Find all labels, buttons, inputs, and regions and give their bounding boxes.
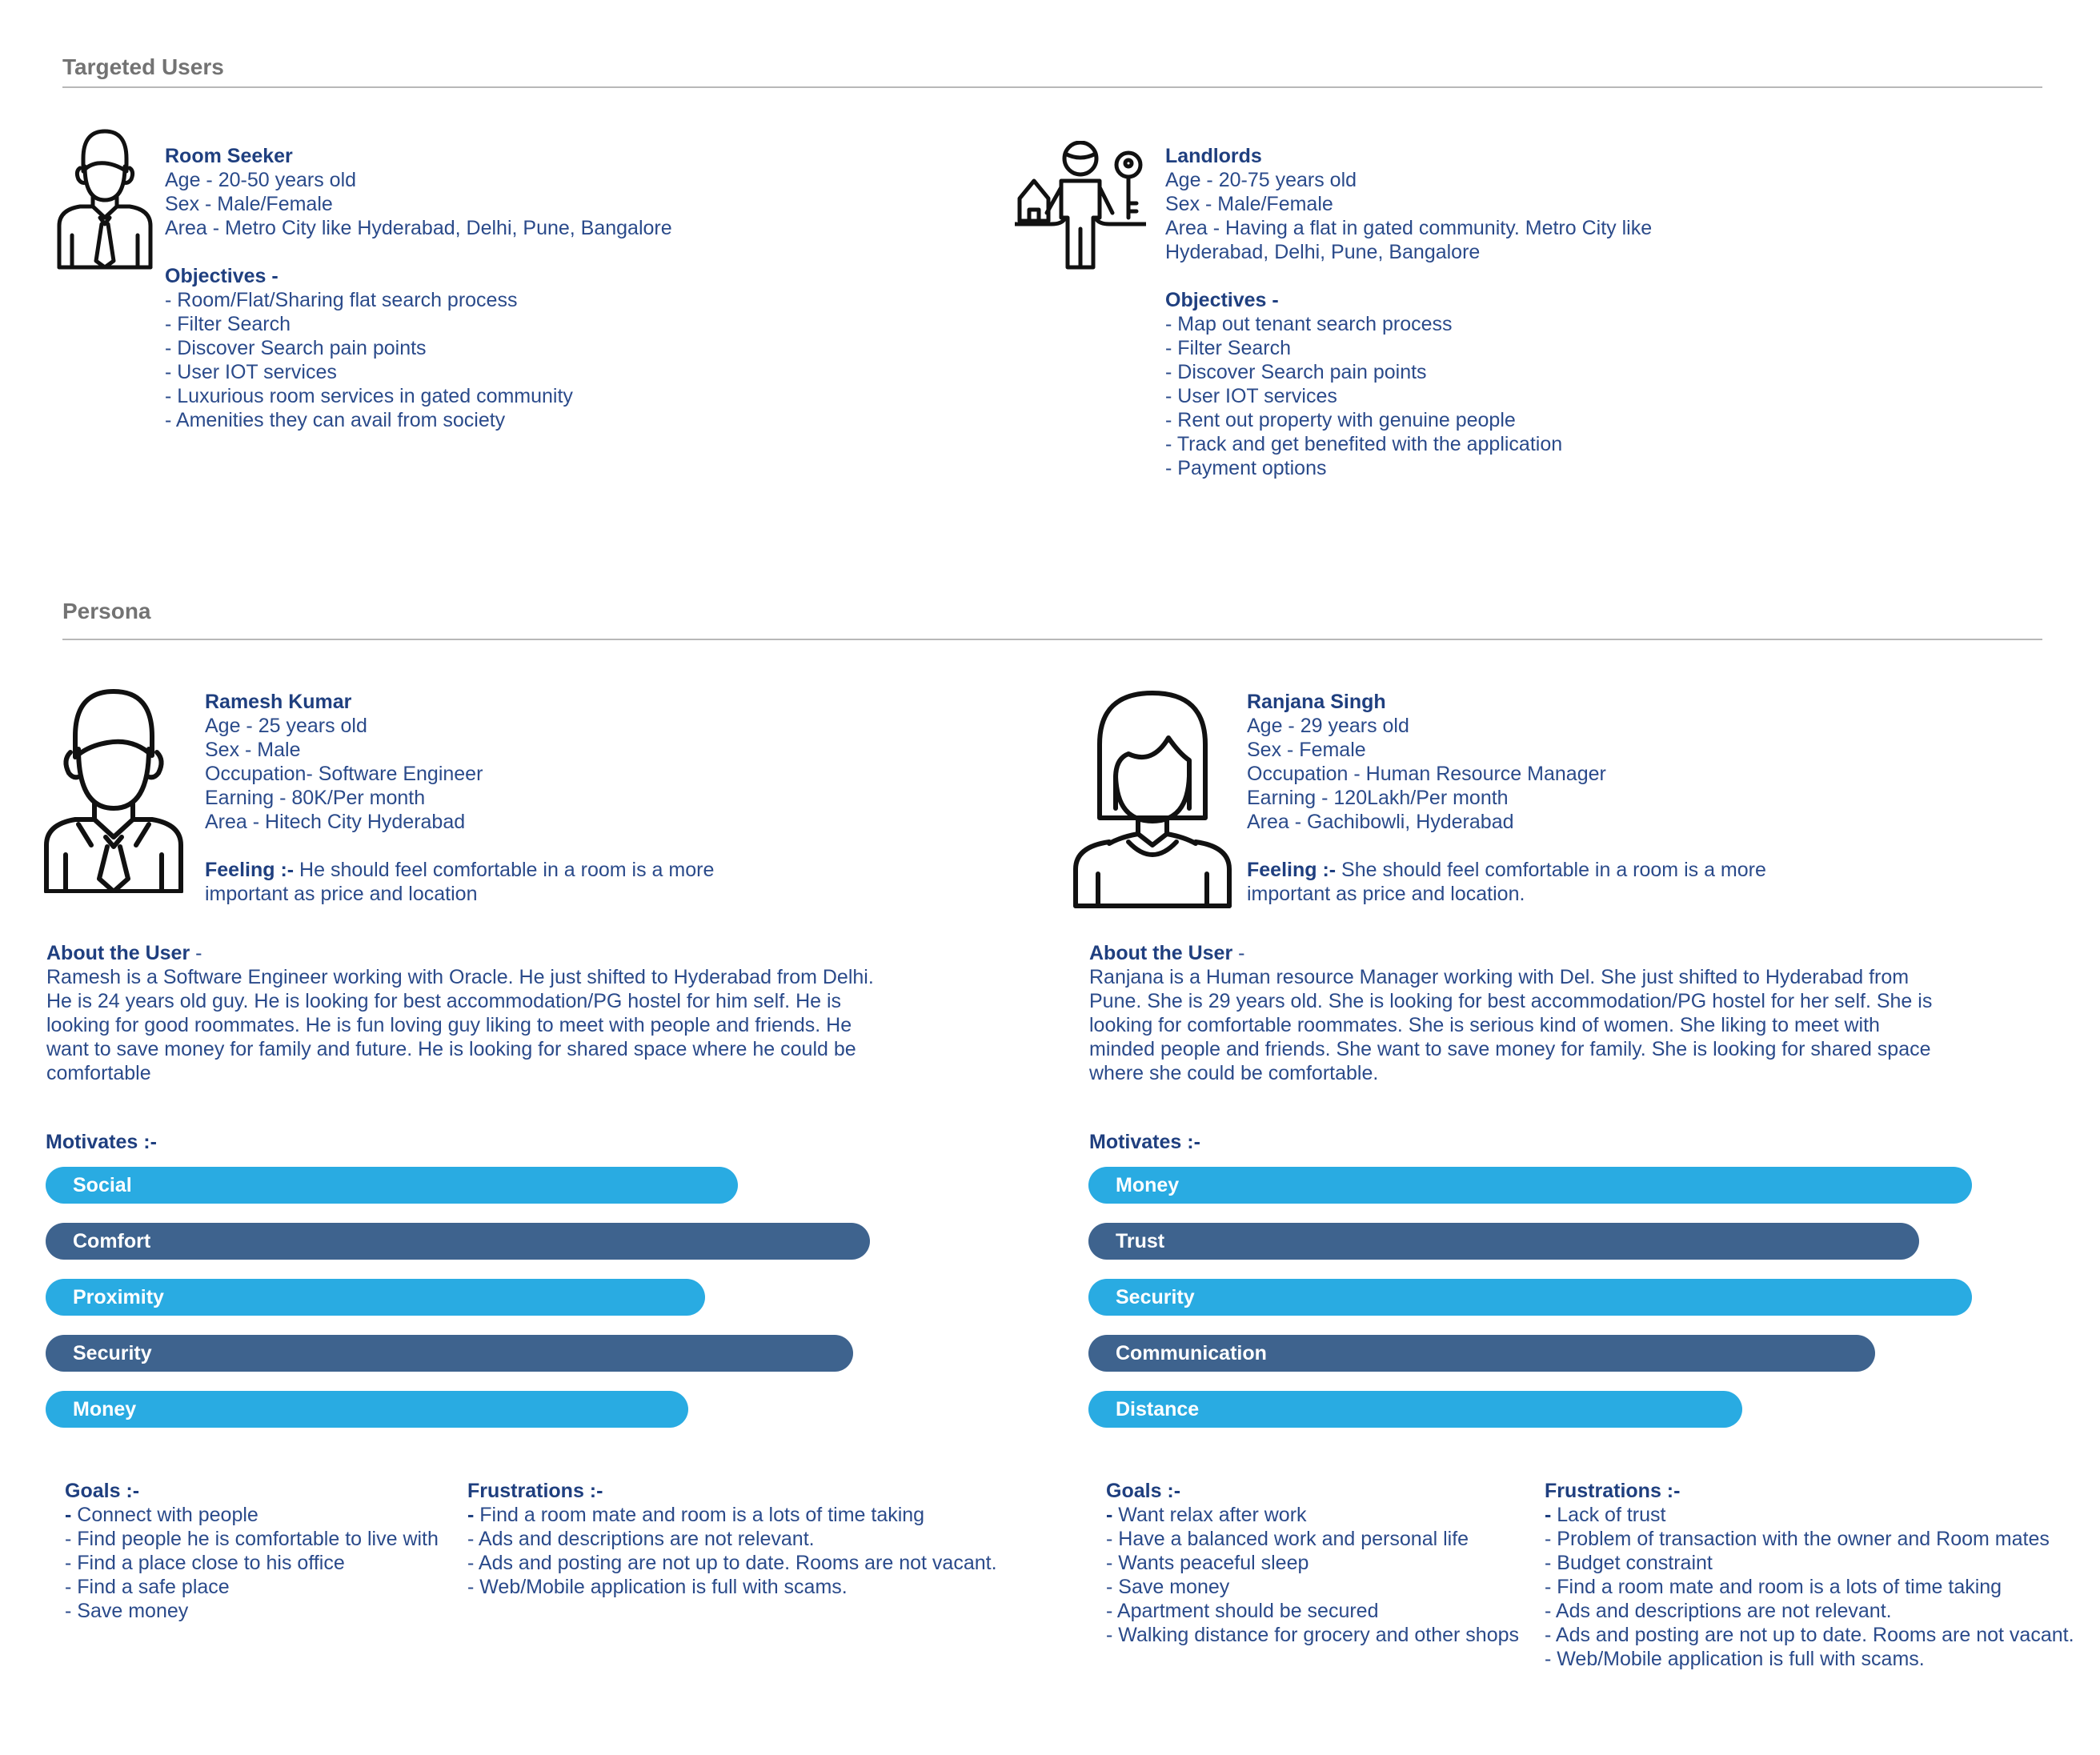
motivation-bar: Security	[46, 1335, 853, 1372]
about-text: where she could be comfortable.	[1089, 1062, 1379, 1084]
motivation-bar: Proximity	[46, 1279, 705, 1316]
ranjana-profile	[1247, 690, 1766, 906]
room-seeker-objectives-label: Objectives -	[165, 265, 279, 287]
persona-occupation: Occupation - Human Resource Manager	[1247, 763, 1606, 785]
about-heading	[1089, 941, 1932, 965]
about-text: Pune. She is 29 years old. She is looking for best accommodation/PG hostel for her self. She is	[1089, 990, 1933, 1012]
persona-age: Age - 29 years old	[1247, 715, 1409, 737]
persona-earning: Earning - 80K/Per month	[205, 787, 426, 809]
landlords-objective: - Map out tenant search process	[1165, 313, 1453, 335]
landlords-area: Area - Having a flat in gated community. Metro City like	[1165, 217, 1653, 239]
ramesh-profile	[205, 690, 714, 906]
frustration-item: - Web/Mobile application is full with scams.	[1545, 1648, 1925, 1670]
landlords-title: Landlords	[1165, 145, 1262, 167]
ramesh-frustrations	[467, 1479, 997, 1599]
goal-item: - Walking distance for grocery and other shops	[1106, 1624, 1520, 1646]
frustration-item: - Web/Mobile application is full with scams.	[467, 1576, 848, 1598]
room-seeker-title: Room Seeker	[165, 145, 293, 167]
persona-sex: Sex - Female	[1247, 739, 1366, 761]
frustrations-label: Frustrations :-	[1545, 1480, 1681, 1502]
frustration-item: - Ads and posting are not up to date. Rooms are not vacant.	[467, 1552, 997, 1574]
ramesh-goals	[65, 1479, 439, 1623]
about-suffix: -	[190, 942, 202, 964]
goal-item: - Want relax after work	[1106, 1504, 1307, 1526]
goal-item: - Apartment should be secured	[1106, 1600, 1379, 1622]
landlords-objective: - Filter Search	[1165, 337, 1291, 359]
goal-item: - Find a safe place	[65, 1576, 230, 1598]
section-title-persona: Persona	[62, 599, 151, 623]
motivation-bar: Communication	[1088, 1335, 1875, 1372]
feeling-text-continued: important as price and location.	[1247, 883, 1525, 905]
goal-item: - Find people he is comfortable to live with	[65, 1528, 439, 1550]
goal-item: - Find a place close to his office	[65, 1552, 345, 1574]
persona-area: Area - Hitech City Hyderabad	[205, 811, 466, 833]
about-label: About the User	[46, 942, 190, 964]
landlords-objective: - User IOT services	[1165, 385, 1337, 407]
room-seeker-objective: - Filter Search	[165, 313, 291, 335]
landlords-objective: - Rent out property with genuine people	[1165, 409, 1516, 431]
about-text: He is 24 years old guy. He is looking for best accommodation/PG hostel for him self. He is	[46, 990, 842, 1012]
persona-feeling	[205, 858, 714, 882]
ranjana-motivates-bars	[1088, 1167, 1972, 1431]
goals-label: Goals :-	[1106, 1480, 1181, 1502]
landlords-card	[1165, 144, 1652, 480]
goals-label: Goals :-	[65, 1480, 140, 1502]
ramesh-about	[46, 941, 874, 1085]
room-seeker-area: Area - Metro City like Hyderabad, Delhi, Pune, Bangalore	[165, 217, 672, 239]
frustration-item: - Ads and descriptions are not relevant.	[467, 1528, 815, 1550]
room-seeker-age: Age - 20-50 years old	[165, 169, 357, 191]
motivates-label: Motivates :-	[46, 1131, 157, 1153]
persona-feeling	[1247, 858, 1766, 882]
persona-occupation: Occupation- Software Engineer	[205, 763, 483, 785]
landlords-area-continued: Hyderabad, Delhi, Pune, Bangalore	[1165, 241, 1481, 263]
motivation-bar: Distance	[1088, 1391, 1742, 1428]
goal-item: - Save money	[1106, 1576, 1230, 1598]
persona-age: Age - 25 years old	[205, 715, 367, 737]
about-heading	[46, 941, 874, 965]
persona-sex: Sex - Male	[205, 739, 301, 761]
goal-item: - Save money	[65, 1600, 189, 1622]
frustrations-label: Frustrations :-	[467, 1480, 603, 1502]
about-text: want to save money for family and future. He is looking for shared space where he could be	[46, 1038, 856, 1060]
about-text: comfortable	[46, 1062, 151, 1084]
motivation-bar: Money	[46, 1391, 688, 1428]
landlords-age: Age - 20-75 years old	[1165, 169, 1357, 191]
frustration-item: - Find a room mate and room is a lots of time taking	[1545, 1576, 2002, 1598]
goal-item: - Wants peaceful sleep	[1106, 1552, 1309, 1574]
feeling-label: Feeling :-	[1247, 859, 1337, 881]
frustration-item: - Find a room mate and room is a lots of time taking	[467, 1504, 925, 1526]
about-suffix: -	[1232, 942, 1245, 964]
frustration-item: - Lack of trust	[1545, 1504, 1666, 1526]
motivation-bar: Money	[1088, 1167, 1972, 1204]
female-avatar-icon	[1072, 688, 1232, 909]
businessman-icon	[56, 126, 154, 270]
landlords-objective: - Track and get benefited with the application	[1165, 433, 1563, 455]
frustration-item: - Budget constraint	[1545, 1552, 1713, 1574]
landlords-objective: - Discover Search pain points	[1165, 361, 1427, 383]
feeling-text: He should feel comfortable in a room is a more	[294, 859, 715, 881]
ranjana-goals	[1106, 1479, 1519, 1647]
landlords-sex: Sex - Male/Female	[1165, 193, 1333, 215]
persona-name: Ramesh Kumar	[205, 691, 352, 713]
motivation-bar: Comfort	[46, 1223, 870, 1260]
goal-item: - Connect with people	[65, 1504, 258, 1526]
motivation-bar: Social	[46, 1167, 738, 1204]
about-text: Ranjana is a Human resource Manager working with Del. She just shifted to Hyderabad from	[1089, 966, 1910, 988]
frustration-item: - Ads and posting are not up to date. Rooms are not vacant.	[1545, 1624, 2074, 1646]
room-seeker-objective: - User IOT services	[165, 361, 337, 383]
about-text: looking for comfortable roommates. She is serious kind of women. She liking to meet with	[1089, 1014, 1880, 1036]
room-seeker-objective: - Room/Flat/Sharing flat search process	[165, 289, 518, 311]
feeling-text-continued: important as price and location	[205, 883, 478, 905]
motivates-label: Motivates :-	[1089, 1131, 1200, 1153]
goal-item: - Have a balanced work and personal life	[1106, 1528, 1469, 1550]
landlords-objectives-label: Objectives -	[1165, 289, 1279, 311]
section-divider	[62, 639, 2042, 640]
motivation-bar: Security	[1088, 1279, 1972, 1316]
ramesh-motivates-bars	[46, 1167, 870, 1431]
about-text: Ramesh is a Software Engineer working with Oracle. He just shifted to Hyderabad from Delhi.	[46, 966, 874, 988]
frustration-item: - Ads and descriptions are not relevant.	[1545, 1600, 1892, 1622]
male-avatar-icon	[43, 688, 184, 893]
persona-name: Ranjana Singh	[1247, 691, 1386, 713]
about-text: looking for good roommates. He is fun loving guy liking to meet with people and friends. He	[46, 1014, 852, 1036]
room-seeker-objective: - Luxurious room services in gated community	[165, 385, 573, 407]
feeling-label: Feeling :-	[205, 859, 295, 881]
motivation-bar: Trust	[1088, 1223, 1919, 1260]
persona-area: Area - Gachibowli, Hyderabad	[1247, 811, 1514, 833]
about-text: minded people and friends. She want to save money for family. She is looking for shared space	[1089, 1038, 1931, 1060]
room-seeker-objective: - Amenities they can avail from society	[165, 409, 506, 431]
ranjana-frustrations	[1545, 1479, 2074, 1671]
landlord-icon	[1015, 141, 1146, 270]
room-seeker-card	[165, 144, 672, 432]
room-seeker-objective: - Discover Search pain points	[165, 337, 427, 359]
frustration-item: - Problem of transaction with the owner and Room mates	[1545, 1528, 2050, 1550]
about-label: About the User	[1089, 942, 1233, 964]
section-title-targeted-users: Targeted Users	[62, 54, 224, 79]
feeling-text: She should feel comfortable in a room is a more	[1336, 859, 1766, 881]
persona-earning: Earning - 120Lakh/Per month	[1247, 787, 1509, 809]
room-seeker-sex: Sex - Male/Female	[165, 193, 333, 215]
section-divider	[62, 86, 2042, 88]
landlords-objective: - Payment options	[1165, 457, 1327, 479]
ranjana-about	[1089, 941, 1932, 1085]
